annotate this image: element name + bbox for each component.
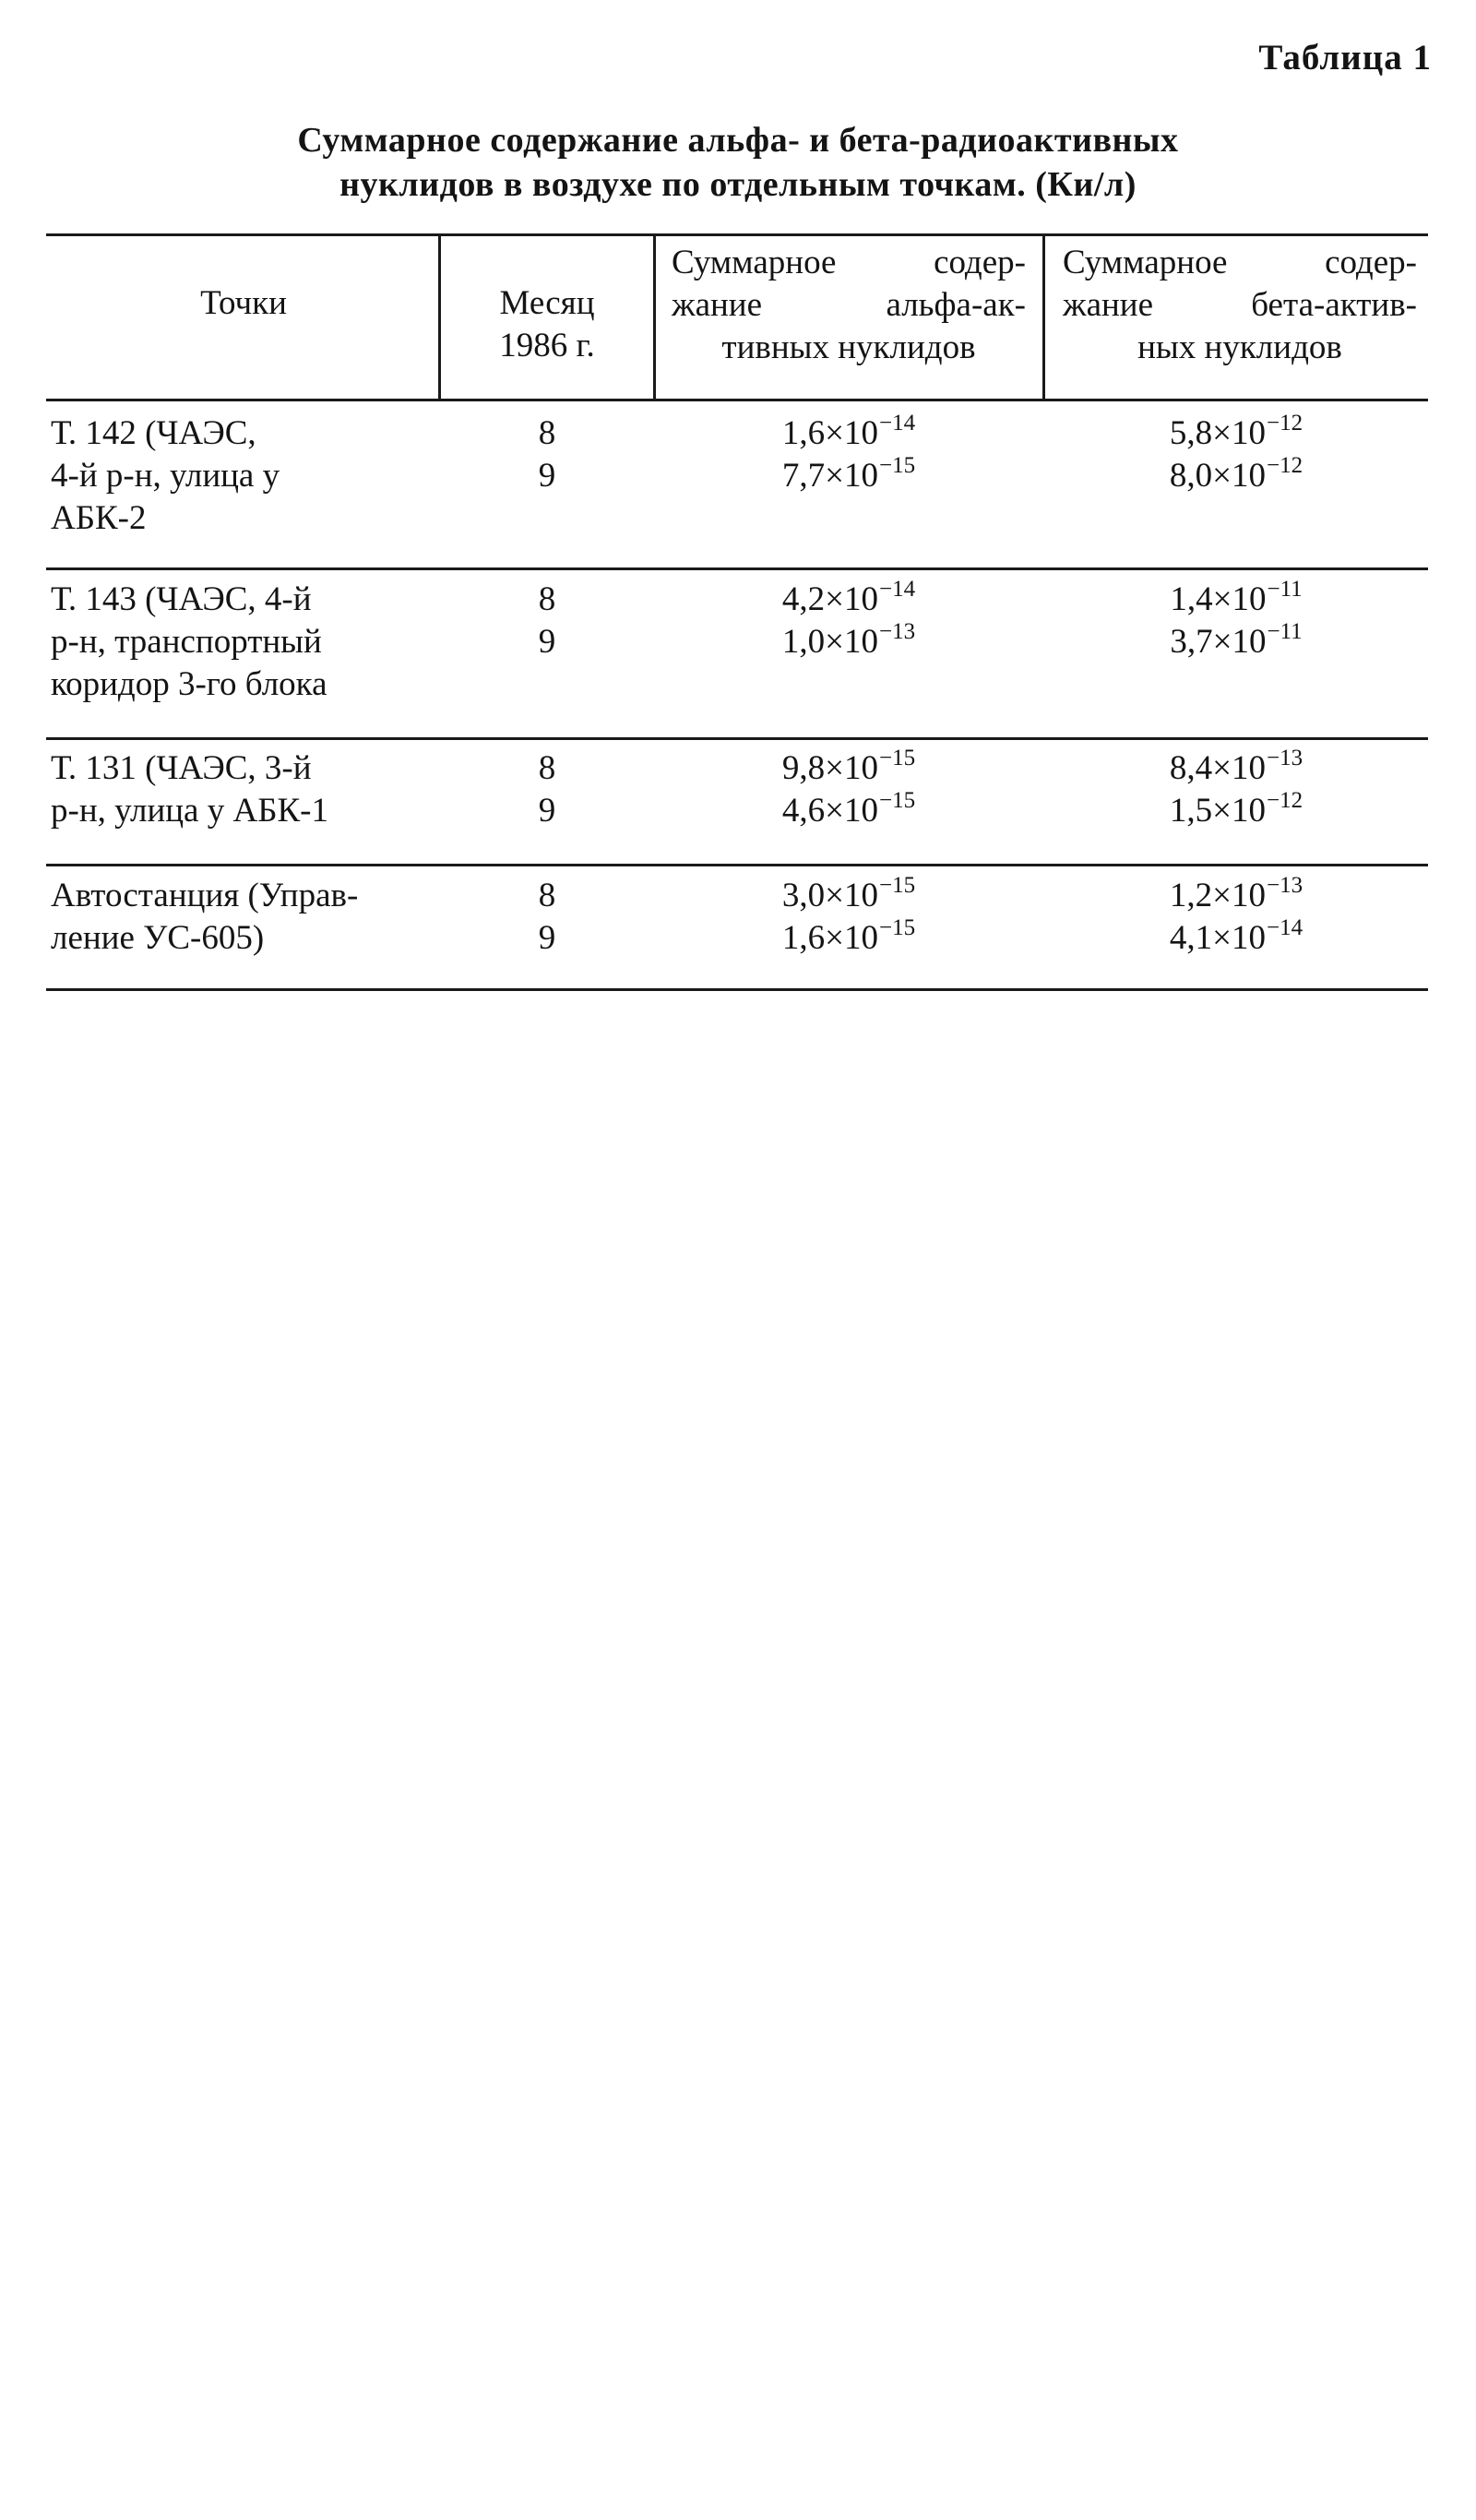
header-line: жание альфа-ак- <box>672 286 1026 324</box>
header-column-divider <box>1042 234 1045 399</box>
beta-value: $8,0\times 10^{-12}$ <box>1169 453 1303 495</box>
point-line: р-н, улица у АБК-1 <box>51 792 328 830</box>
table-row-point <box>51 412 429 540</box>
alpha-value: $4,2\times 10^{-14}$ <box>781 577 916 618</box>
header-beta <box>1063 242 1417 369</box>
point-line: АБК-2 <box>51 499 147 537</box>
table-row-alpha <box>655 747 1042 832</box>
beta-value: $5,8\times 10^{-12}$ <box>1169 411 1303 452</box>
table-row-beta <box>1042 412 1430 497</box>
alpha-value: $4,6\times 10^{-15}$ <box>781 788 916 830</box>
row-divider-rule <box>46 737 1428 740</box>
caption-line: Суммарное содержание альфа- и бета-радиоактивных <box>297 121 1179 160</box>
header-line: тивных нуклидов <box>721 328 976 366</box>
alpha-value: $1,6\times 10^{-14}$ <box>781 411 916 452</box>
month-value: 8 <box>538 877 556 914</box>
beta-value: $4,1\times 10^{-14}$ <box>1169 915 1303 957</box>
table-number-label: Таблица 1 <box>1258 38 1432 78</box>
month-value: 8 <box>538 414 556 452</box>
month-value: 8 <box>538 580 556 618</box>
point-line: Т. 143 (ЧАЭС, 4-й <box>51 580 312 618</box>
header-line: Суммарное содер- <box>672 244 1026 281</box>
alpha-value: $7,7\times 10^{-15}$ <box>781 453 916 495</box>
point-line: 4-й р-н, улица у <box>51 457 280 495</box>
alpha-value: $3,0\times 10^{-15}$ <box>781 873 916 914</box>
table-row-beta <box>1042 579 1430 663</box>
table-row-beta <box>1042 747 1430 832</box>
table-row-months <box>441 875 653 960</box>
point-line: Т. 131 (ЧАЭС, 3-й <box>51 749 312 787</box>
alpha-value: $9,8\times 10^{-15}$ <box>781 746 916 787</box>
month-value: 9 <box>538 623 556 661</box>
header-month <box>441 282 653 367</box>
month-value: 9 <box>538 457 556 495</box>
header-points: Точки <box>200 284 287 322</box>
table-top-rule <box>46 233 1428 236</box>
beta-value: $1,4\times 10^{-11}$ <box>1170 577 1303 618</box>
alpha-value: $1,0\times 10^{-13}$ <box>781 619 916 661</box>
table-row-beta <box>1042 875 1430 960</box>
header-line: 1986 г. <box>499 327 595 364</box>
row-divider-rule <box>46 567 1428 570</box>
header-column-divider <box>653 234 656 399</box>
header-line: Месяц <box>499 284 595 322</box>
month-value: 8 <box>538 749 556 787</box>
header-line: жание бета-актив- <box>1063 286 1417 324</box>
header-alpha <box>672 242 1026 369</box>
beta-value: $3,7\times 10^{-11}$ <box>1170 619 1303 661</box>
table-row-alpha <box>655 412 1042 497</box>
month-value: 9 <box>538 919 556 957</box>
table-row-months <box>441 747 653 832</box>
table-bottom-rule <box>46 988 1428 991</box>
beta-value: $1,2\times 10^{-13}$ <box>1169 873 1303 914</box>
point-line: коридор 3-го блока <box>51 665 327 703</box>
table-row-months <box>441 412 653 497</box>
month-value: 9 <box>538 792 556 830</box>
alpha-value: $1,6\times 10^{-15}$ <box>781 915 916 957</box>
table-row-point <box>51 747 429 832</box>
table-row-alpha <box>655 579 1042 663</box>
header-line: Суммарное содер- <box>1063 244 1417 281</box>
row-divider-rule <box>46 864 1428 866</box>
table-row-months <box>441 579 653 663</box>
point-line: р-н, транспортный <box>51 623 322 661</box>
table-row-alpha <box>655 875 1042 960</box>
header-line: ных нуклидов <box>1137 328 1342 366</box>
table-row-point <box>51 579 429 706</box>
point-line: Автостанция (Управ- <box>51 877 359 914</box>
caption-line: нуклидов в воздухе по отдельным точкам. (Ки/л) <box>339 165 1137 204</box>
table-caption <box>0 118 1476 207</box>
beta-value: $1,5\times 10^{-12}$ <box>1169 788 1303 830</box>
header-bottom-rule <box>46 399 1428 401</box>
point-line: ление УС-605) <box>51 919 265 957</box>
point-line: Т. 142 (ЧАЭС, <box>51 414 256 452</box>
beta-value: $8,4\times 10^{-13}$ <box>1169 746 1303 787</box>
table-row-point <box>51 875 429 960</box>
